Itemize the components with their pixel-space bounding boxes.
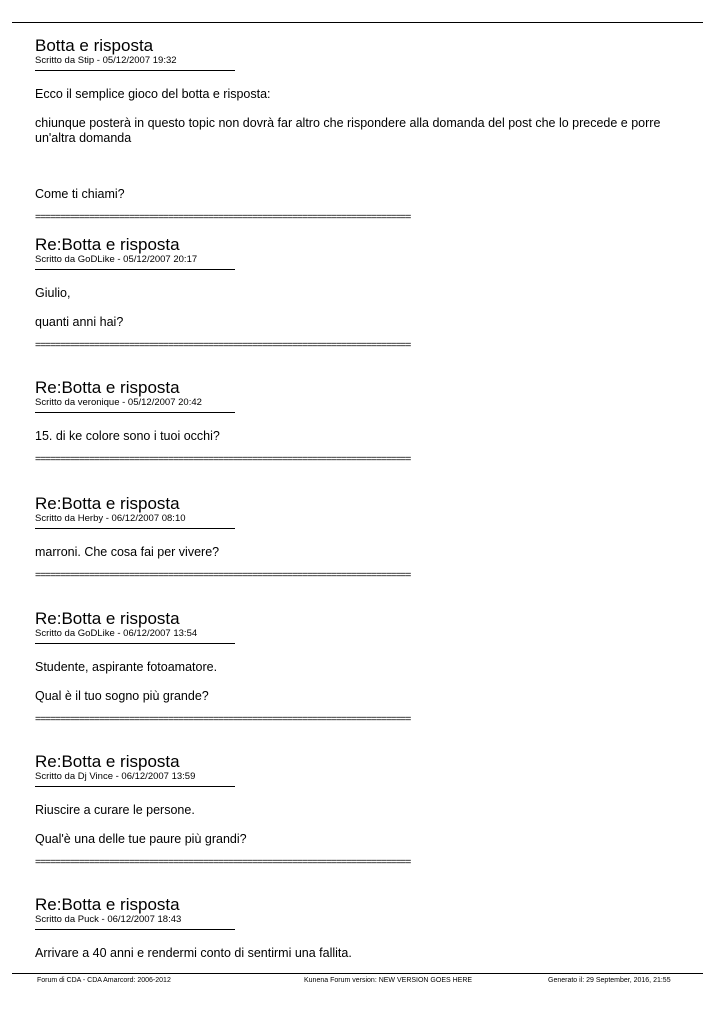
post-paragraph: chiunque posterà in questo topic non dovrà far altro che rispondere alla domanda del post che lo precede e porre un'altra domanda [35, 116, 661, 145]
post-body [35, 529, 690, 560]
post-meta: Scritto da Puck - 06/12/2007 18:43 [35, 914, 182, 925]
post-body [35, 413, 690, 444]
post-paragraph: Giulio, [35, 286, 71, 300]
post-title: Re:Botta e risposta [35, 752, 180, 771]
post-title: Re:Botta e risposta [35, 895, 180, 914]
post-separator: ============================================================================ [35, 341, 411, 351]
post [35, 495, 690, 581]
post-title: Re:Botta e risposta [35, 494, 180, 513]
post-title: Re:Botta e risposta [35, 609, 180, 628]
footer-forum-name: Forum di CDA - CDA Amarcord: 2006-2012 [37, 977, 171, 984]
post [35, 236, 690, 351]
post-separator: ============================================================================ [35, 858, 411, 868]
post-paragraph: Studente, aspirante fotoamatore. [35, 660, 218, 674]
post-paragraph [35, 160, 690, 173]
post-title: Re:Botta e risposta [35, 378, 180, 397]
post-body [35, 71, 690, 202]
footer-generated-date: Generato il: 29 September, 2016, 21:55 [548, 977, 671, 984]
post-body [35, 787, 690, 847]
post [35, 379, 690, 465]
post-separator: ============================================================================ [35, 715, 411, 725]
post-body [35, 930, 690, 961]
post-paragraph: Ecco il semplice gioco del botta e risposta: [35, 87, 271, 101]
post-separator: ============================================================================ [35, 455, 411, 465]
post-paragraph: Riuscire a curare le persone. [35, 803, 195, 817]
post-meta: Scritto da veronique - 05/12/2007 20:42 [35, 397, 202, 408]
post-separator: ============================================================================ [35, 571, 411, 581]
footer-rule [12, 973, 703, 974]
post-separator: ============================================================================ [35, 213, 411, 223]
post-paragraph: quanti anni hai? [35, 315, 124, 329]
post-paragraph: Arrivare a 40 anni e rendermi conto di sentirmi una fallita. [35, 946, 352, 960]
post-meta: Scritto da GoDLike - 06/12/2007 13:54 [35, 628, 198, 639]
post [35, 37, 690, 223]
post-meta: Scritto da Stip - 05/12/2007 19:32 [35, 55, 177, 66]
post-paragraph: marroni. Che cosa fai per vivere? [35, 545, 220, 559]
post-paragraph: Qual è il tuo sogno più grande? [35, 689, 209, 703]
post [35, 753, 690, 868]
footer-version: Kunena Forum version: NEW VERSION GOES HERE [304, 977, 473, 984]
post-title: Botta e risposta [35, 36, 154, 55]
post-paragraph: 15. di ke colore sono i tuoi occhi? [35, 429, 220, 443]
post [35, 896, 690, 975]
post-paragraph: Come ti chiami? [35, 187, 125, 201]
post-body [35, 270, 690, 330]
post-body [35, 644, 690, 704]
post-meta: Scritto da GoDLike - 05/12/2007 20:17 [35, 254, 198, 265]
post-title: Re:Botta e risposta [35, 235, 180, 254]
post-meta: Scritto da Herby - 06/12/2007 08:10 [35, 513, 186, 524]
top-rule [12, 22, 703, 23]
post-meta: Scritto da Dj Vince - 06/12/2007 13:59 [35, 771, 196, 782]
post [35, 610, 690, 725]
post-paragraph: Qual'è una delle tue paure più grandi? [35, 832, 247, 846]
